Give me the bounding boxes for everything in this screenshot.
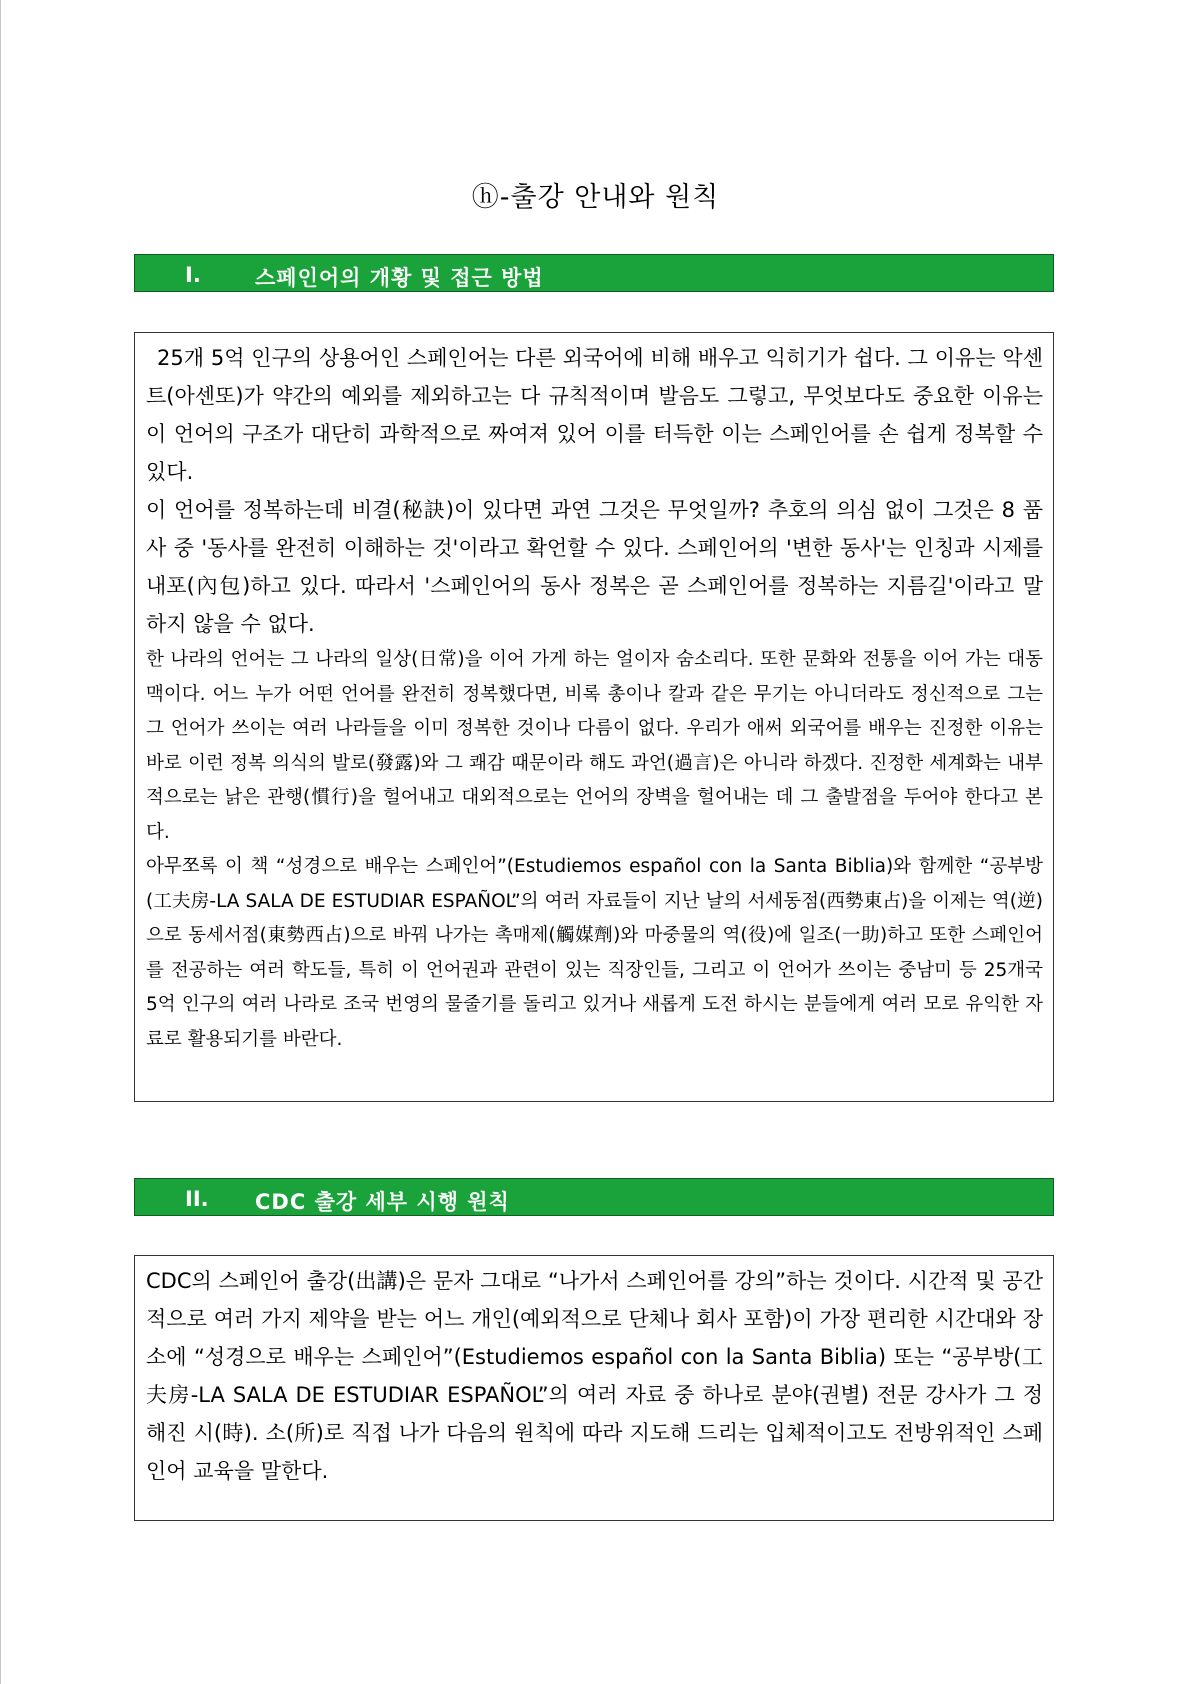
page-title: ⓗ-출강 안내와 원칙 [471, 182, 720, 213]
section-1-paragraph-4: 아무쪼록 이 책 “성경으로 배우는 스페인어”(Estudiemos español con la Santa Biblia)와 함께한 “공부방(工夫房-LA SALA DE ESTUDIAR ESPAÑOL”의 여러 자료들이 지난 날의 서세동점(西勢東占)을 이제는 역(逆)으로 동세서점(東勢西占)으로 바꿔 나가는 촉매제(觸媒劑)와 마중물의 역(役)에 일조(一助)하고 또한 스페인어를 전공하는 여러 학도들, 특히 이 언어권과 관련이 있는 직장인들, 그리고 이 언어가 쓰이는 중남미 등 25개국 5억 인구의 여러 나라로 조국 번영의 물줄기를 돌리고 있거나 새롭게 도전 하시는 분들에게 여러 모로 유익한 자료로 활용되기를 바란다. [146, 856, 1043, 1050]
section-1-paragraph-3: 한 나라의 언어는 그 나라의 일상(日常)을 이어 가게 하는 얼이자 숨소리다. 또한 문화와 전통을 이어 가는 대동맥이다. 어느 누가 어떤 언어를 완전히 정복했다면, 비록 총이나 칼과 같은 무기는 아니더라도 정신적으로 그는 그 언어가 쓰이는 여러 나라들을 이미 정복한 것이나 다름이 없다. 우리가 애써 외국어를 배우는 진정한 이유는 바로 이런 정복 의식의 발로(發露)와 그 쾌감 때문이라 해도 과언(過言)은 아니라 하겠다. 진정한 세계화는 내부적으로는 낡은 관행(慣行)을 헐어내고 대외적으로는 언어의 장벽을 헐어내는 데 그 출발점을 두어야 한다고 본다. [146, 649, 1043, 843]
section-2-heading: CDC 출강 세부 시행 원칙 [255, 1190, 510, 1214]
section-2-paragraph-1: CDC의 스페인어 출강(出講)은 문자 그대로 “나가서 스페인어를 강의”하는 것이다. 시간적 및 공간적으로 여러 가지 제약을 받는 어느 개인(예외적으로 단체나 회사 포함)이 가장 편리한 시간대와 장소에 “성경으로 배우는 스페인어”(Estudiemos español con la Santa Biblia) 또는 “공부방(工夫房-LA SALA DE ESTUDIAR ESPAÑOL”의 여러 자료 중 하나로 분야(권별) 전문 강사가 그 정해진 시(時). 소(所)로 직접 나가 다음의 원칙에 따라 지도해 드리는 입체적이고도 전방위적인 스페인어 교육을 말한다. [146, 1269, 1043, 1483]
section-1-number: I. [185, 263, 201, 287]
section-2-number: II. [185, 1187, 209, 1211]
section-1-paragraph-2: 이 언어를 정복하는데 비결(秘訣)이 있다면 과연 그것은 무엇일까? 추호의 의심 없이 그것은 8 품사 중 '동사를 완전히 이해하는 것'이라고 확언할 수 있다. 스페인어의 '변한 동사'는 인칭과 시제를 내포(內包)하고 있다. 따라서 '스페인어의 동사 정복은 곧 스페인어를 정복하는 지름길'이라고 말 하지 않을 수 없다. [146, 498, 1043, 636]
section-1-paragraph-1: 25개 5억 인구의 상용어인 스페인어는 다른 외국어에 비해 배우고 익히기가 쉽다. 그 이유는 악센트(아센또)가 약간의 예외를 제외하고는 다 규칙적이며 발음도 그렇고, 무엇보다도 중요한 이유는 이 언어의 구조가 대단히 과학적으로 짜여져 있어 이를 터득한 이는 스페인어를 손 쉽게 정복할 수 있다. [146, 346, 1043, 484]
section-1-header [134, 254, 1054, 292]
section-1-heading: 스페인어의 개황 및 접근 방법 [255, 266, 544, 290]
page-edge [0, 0, 1, 1684]
section-2-body [134, 1255, 1054, 1521]
section-2-header [134, 1178, 1054, 1216]
section-1-body [134, 332, 1054, 1102]
